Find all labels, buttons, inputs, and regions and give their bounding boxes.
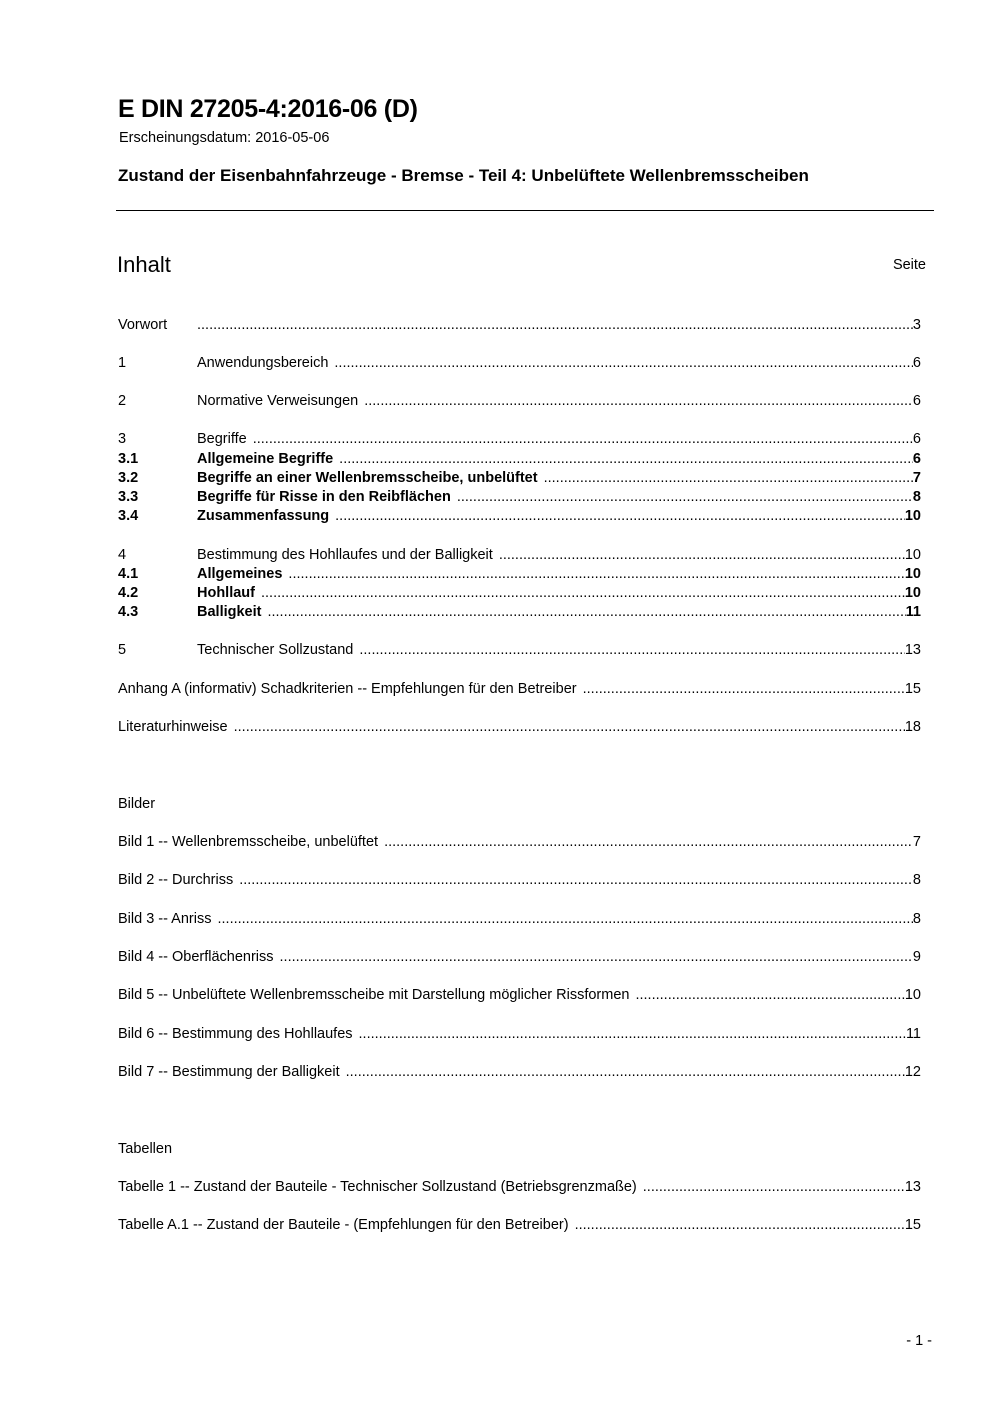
toc-entry-page: 15	[904, 681, 921, 697]
toc-entry-page: 6	[912, 451, 921, 467]
toc-entry-2[interactable]	[118, 392, 921, 411]
toc-leader	[544, 469, 913, 488]
figure-entry-title: Bild 1 -- Wellenbremsscheibe, unbelüftet	[118, 834, 379, 850]
table-entry-page: 13	[904, 1179, 921, 1195]
toc-entry-page: 11	[905, 604, 921, 620]
toc-entry-number: 4	[118, 547, 127, 563]
figure-entry-page: 11	[905, 1026, 921, 1042]
toc-leader	[384, 833, 913, 852]
toc-leader	[635, 986, 904, 1005]
table-entry-1[interactable]	[118, 1178, 921, 1197]
figure-entry-2[interactable]	[118, 871, 921, 890]
toc-leader	[335, 507, 905, 526]
toc-entry-page: 7	[912, 470, 921, 486]
toc-entry-number: 3.4	[118, 508, 139, 524]
toc-entry-title: Allgemeines	[197, 566, 283, 582]
toc-entry-number: 4.3	[118, 604, 139, 620]
toc-entry-title: Begriffe	[197, 431, 247, 447]
figure-entry-title: Bild 4 -- Oberflächenriss	[118, 949, 274, 965]
toc-entry-title: Literaturhinweise	[118, 719, 228, 735]
toc-leader	[359, 641, 904, 660]
figure-entry-page: 12	[904, 1064, 921, 1080]
toc-leader	[575, 1216, 905, 1235]
figure-entry-page: 9	[912, 949, 921, 965]
figures-heading: Bilder	[118, 796, 156, 812]
figure-entry-page: 7	[912, 834, 921, 850]
toc-leader	[334, 354, 913, 373]
toc-entry-page: 10	[904, 566, 921, 582]
toc-entry-5[interactable]	[118, 641, 921, 660]
toc-entry-3-1[interactable]	[118, 450, 921, 469]
toc-entry-title: Zusammenfassung	[197, 508, 330, 524]
toc-entry-title: Anwendungsbereich	[197, 355, 329, 371]
toc-entry-title: Hohllauf	[197, 585, 255, 601]
toc-entry-anhang-a[interactable]	[118, 680, 921, 699]
toc-entry-number: 4.1	[118, 566, 139, 582]
toc-entry-page: 10	[904, 508, 921, 524]
toc-entry-1[interactable]	[118, 354, 921, 373]
toc-leader	[499, 546, 905, 565]
toc-leader	[643, 1178, 905, 1197]
toc-leader	[234, 718, 905, 737]
toc-entry-title: Vorwort	[118, 317, 168, 333]
toc-leader	[261, 584, 905, 603]
table-entry-a1[interactable]	[118, 1216, 921, 1235]
document-title: Zustand der Eisenbahnfahrzeuge - Bremse - Teil 4: Unbelüftete Wellenbremsscheiben	[118, 166, 809, 185]
toc-leader	[239, 871, 913, 890]
figure-entry-title: Bild 2 -- Durchriss	[118, 872, 234, 888]
figure-entry-title: Bild 6 -- Bestimmung des Hohllaufes	[118, 1026, 353, 1042]
toc-leader	[280, 948, 913, 967]
toc-entry-number: 3.1	[118, 451, 139, 467]
table-entry-page: 15	[904, 1217, 921, 1233]
toc-entry-literaturhinweise[interactable]	[118, 718, 921, 737]
toc-entry-page: 10	[904, 547, 921, 563]
toc-page-column-label: Seite	[892, 257, 926, 273]
toc-entry-number: 3.3	[118, 489, 139, 505]
toc-entry-3[interactable]	[118, 430, 921, 449]
toc-entry-number: 1	[118, 355, 127, 371]
figure-entry-4[interactable]	[118, 948, 921, 967]
toc-entry-3-4[interactable]	[118, 507, 921, 526]
toc-entry-page: 6	[912, 355, 921, 371]
toc-leader	[346, 1063, 905, 1082]
toc-entry-page: 8	[912, 489, 921, 505]
toc-entry-4-3[interactable]	[118, 603, 921, 622]
toc-entry-title: Bestimmung des Hohllaufes und der Balligkeit	[197, 547, 493, 563]
toc-entry-vorwort[interactable]	[118, 316, 921, 335]
figure-entry-page: 8	[912, 872, 921, 888]
toc-entry-page: 13	[904, 642, 921, 658]
title-divider	[116, 210, 934, 211]
figure-entry-title: Bild 5 -- Unbelüftete Wellenbremsscheibe mit Darstellung möglicher Rissformen	[118, 987, 630, 1003]
table-entry-title: Tabelle 1 -- Zustand der Bauteile - Technischer Sollzustand (Betriebsgrenzmaße)	[118, 1179, 637, 1195]
figure-entry-title: Bild 3 -- Anriss	[118, 911, 212, 927]
toc-leader	[288, 565, 904, 584]
toc-leader	[217, 910, 912, 929]
figure-entry-5[interactable]	[118, 986, 921, 1005]
figure-entry-3[interactable]	[118, 910, 921, 929]
toc-leader	[364, 392, 913, 411]
toc-entry-title: Anhang A (informativ) Schadkriterien -- Empfehlungen für den Betreiber	[118, 681, 577, 697]
figure-entry-page: 10	[904, 987, 921, 1003]
tables-heading: Tabellen	[118, 1141, 173, 1157]
toc-entry-number: 2	[118, 393, 127, 409]
toc-entry-4-2[interactable]	[118, 584, 921, 603]
toc-entry-title: Allgemeine Begriffe	[197, 451, 334, 467]
toc-entry-4-1[interactable]	[118, 565, 921, 584]
toc-entry-title: Technischer Sollzustand	[197, 642, 354, 658]
toc-leader	[339, 450, 913, 469]
figure-entry-6[interactable]	[118, 1025, 921, 1044]
figure-entry-1[interactable]	[118, 833, 921, 852]
figure-entry-title: Bild 7 -- Bestimmung der Balligkeit	[118, 1064, 340, 1080]
figure-entry-page: 8	[912, 911, 921, 927]
toc-entry-number: 4.2	[118, 585, 139, 601]
toc-entry-number: 3	[118, 431, 127, 447]
toc-leader	[457, 488, 913, 507]
toc-entry-page: 6	[912, 393, 921, 409]
toc-entry-page: 6	[912, 431, 921, 447]
toc-entry-page: 10	[904, 585, 921, 601]
toc-entry-title: Begriffe an einer Wellenbremsscheibe, unbelüftet	[197, 470, 538, 486]
toc-entry-page: 3	[912, 317, 921, 333]
toc-entry-number: 5	[118, 642, 127, 658]
toc-entry-3-3[interactable]	[118, 488, 921, 507]
toc-leader	[359, 1025, 906, 1044]
toc-entry-title: Normative Verweisungen	[197, 393, 359, 409]
toc-leader	[197, 316, 913, 335]
toc-entry-4[interactable]	[118, 546, 921, 565]
table-entry-title: Tabelle A.1 -- Zustand der Bauteile - (Empfehlungen für den Betreiber)	[118, 1217, 569, 1233]
document-id: E DIN 27205-4:2016-06 (D)	[118, 95, 418, 123]
publication-date: Erscheinungsdatum: 2016-05-06	[119, 130, 330, 146]
toc-entry-title: Begriffe für Risse in den Reibflächen	[197, 489, 451, 505]
toc-entry-3-2[interactable]	[118, 469, 921, 488]
toc-entry-number: 3.2	[118, 470, 139, 486]
page-number: - 1 -	[906, 1333, 932, 1349]
figure-entry-7[interactable]	[118, 1063, 921, 1082]
toc-leader	[253, 430, 913, 449]
toc-entry-title: Balligkeit	[197, 604, 262, 620]
toc-leader	[267, 603, 905, 622]
toc-entry-page: 18	[904, 719, 921, 735]
toc-leader	[583, 680, 905, 699]
toc-heading: Inhalt	[117, 252, 171, 277]
